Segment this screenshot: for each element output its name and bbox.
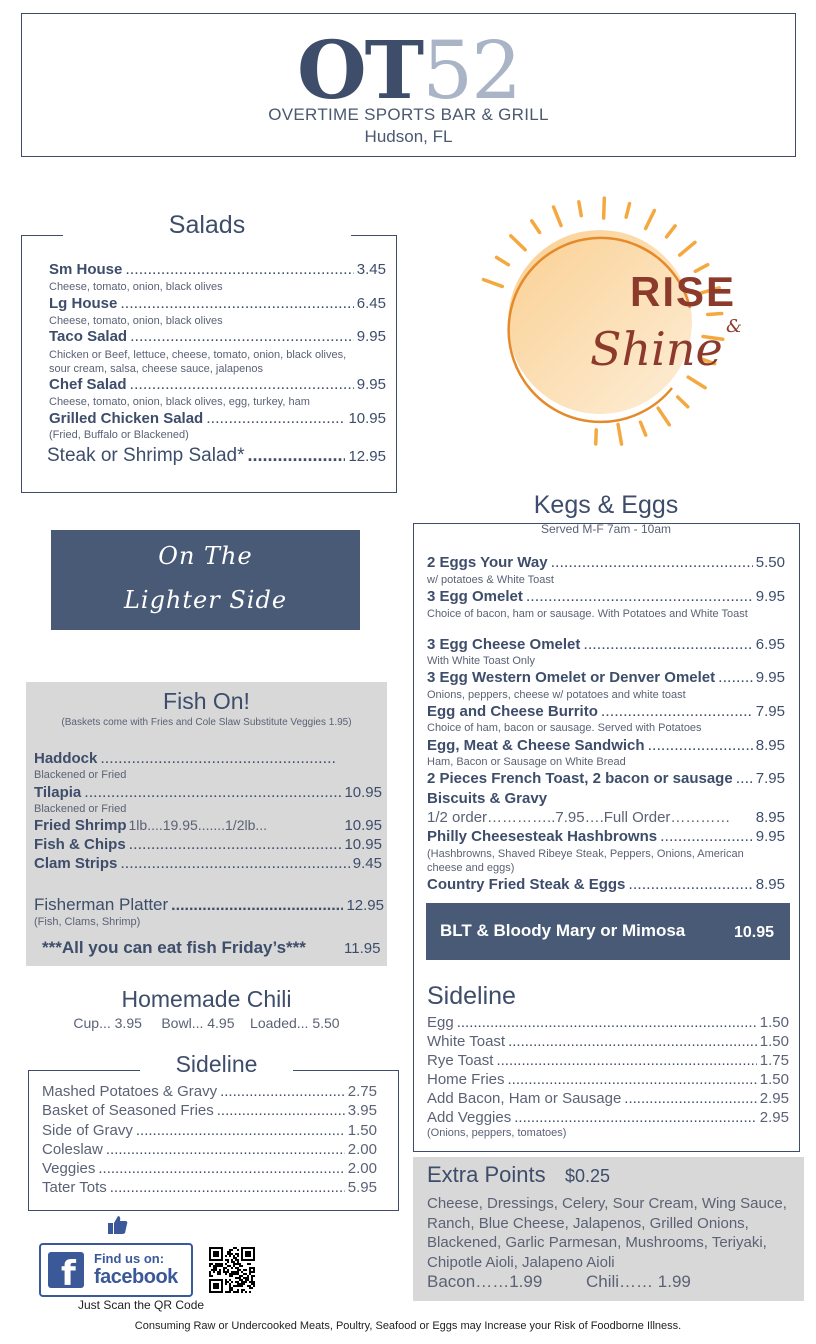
header-box [21,13,796,157]
menu-item: Philly Cheesesteak Hashbrowns ..... 9.95 [427,828,785,846]
extra-chili: Chili…… 1.99 [586,1272,691,1291]
chili-title: Homemade Chili [121,986,292,1012]
menu-item: Grilled Chicken Salad ..... 10.95 [49,410,386,428]
sun-icon [472,188,752,448]
salads-title: Salads [63,208,351,242]
facebook-icon: f [48,1252,84,1288]
fish-friday: ***All you can eat fish Friday’s*** [42,938,306,957]
blt-price: 10.95 [734,924,775,941]
menu-item: 1/2 order…………..7.95….Full Order………… 8.95 [427,809,785,826]
side-item: Egg ..... 1.50 [427,1014,789,1031]
side-item: Tater Tots ..... 5.95 [42,1179,377,1196]
item-description: Blackened or Fried [34,769,127,781]
blt-special-banner [426,903,790,960]
footer-disclaimer: Consuming Raw or Undercooked Meats, Poultry, Seafood or Eggs may Increase your Risk of Foodborne Illness. [134,1320,682,1332]
facebook-badge[interactable] [39,1243,193,1297]
restaurant-name: OVERTIME SPORTS BAR & GRILL [268,105,549,124]
fish-note: (Baskets come with Fries and Cole Slaw Substitute Veggies 1.95) [61,717,352,728]
kegs-eggs-title: Kegs & Eggs [462,488,750,522]
extra-points-list: Cheese, Dressings, Celery, Sour Cream, Wing Sauce, Ranch, Blue Cheese, Jalapenos, Grilled Onions, Blackened, Garlic Parmesan, Mushrooms, Teriyaki, Chipotle Aioli, Jalapeno Aioli [427,1195,787,1271]
item-description: Onions, peppers, cheese w/ potatoes and white toast [427,689,686,701]
side-item: Veggies ..... 2.00 [42,1160,377,1177]
item-description: w/ potatoes & White Toast [427,574,554,586]
menu-item: 3 Egg Western Omelet or Denver Omelet ..... 9.95 [427,669,785,687]
item-description: (Onions, peppers, tomatoes) [427,1127,567,1139]
sideline-right-title: Sideline [427,982,516,1010]
extra-points-title: Extra Points [427,1162,546,1187]
menu-item: Chef Salad ..... 9.95 [49,376,386,394]
menu-item: Biscuits & Gravy [427,790,548,807]
menu-item: 3 Egg Omelet ..... 9.95 [427,588,785,606]
shine-text: Shine [590,322,723,376]
menu-item: Tilapia ..... 10.95 [34,784,382,802]
menu-item: Fish & Chips ..... 10.95 [34,836,382,854]
menu-item: 2 Pieces French Toast, 2 bacon or sausage ..... 7.95 [427,770,785,788]
menu-item: Steak or Shrimp Salad* ..... 12.95 [47,445,386,467]
menu-item: Fried Shrimp 1lb....19.95.......1/2lb... 10.95 [34,817,382,834]
side-item: Coleslaw ..... 2.00 [42,1141,377,1158]
item-description: Choice of ham, bacon or sausage. Served with Potatoes [427,722,702,734]
side-item: Basket of Seasoned Fries ..... 3.95 [42,1102,377,1119]
menu-item: Clam Strips ..... 9.45 [34,855,382,873]
menu-item: 3 Egg Cheese Omelet ..... 6.95 [427,636,785,654]
menu-item: 2 Eggs Your Way ..... 5.50 [427,554,785,572]
item-description: Ham, Bacon or Sausage on White Bread [427,756,626,768]
rise-ampersand: & [726,316,743,337]
menu-item: Lg House ..... 6.45 [49,295,386,313]
kegs-eggs-hours: Served M-F 7am - 10am [540,522,672,536]
restaurant-location: Hudson, FL [364,127,453,146]
thumbs-up-icon [107,1215,129,1240]
item-description: (Hashbrowns, Shaved Ribeye Steak, Peppers, Onions, American cheese and eggs) [427,848,744,874]
item-description: Chicken or Beef, lettuce, cheese, tomato, onion, black olives, sour cream, salsa, cheese sauce, jalapenos [49,349,347,375]
side-item: Mashed Potatoes & Gravy ..... 2.75 [42,1083,377,1100]
item-description: Cheese, tomato, onion, black olives [49,281,223,293]
sideline-left-title: Sideline [140,1049,293,1079]
item-description: Cheese, tomato, onion, black olives [49,315,223,327]
fish-title: Fish On! [163,688,250,714]
lighter-line-1: On The [158,542,253,570]
facebook-find: Find us on: [94,1251,165,1266]
lighter-side-banner [51,530,360,630]
menu-item: Haddock ..... [34,750,340,768]
side-item: Add Veggies ..... 2.95 [427,1109,789,1126]
menu-item: Taco Salad ..... 9.95 [49,328,386,346]
rise-text: RISE [630,268,737,315]
qr-code-icon[interactable] [209,1247,255,1298]
side-item: Rye Toast ..... 1.75 [427,1052,789,1069]
item-description: (Fried, Buffalo or Blackened) [49,429,189,441]
side-item: Add Bacon, Ham or Sausage ..... 2.95 [427,1090,789,1107]
side-item: Side of Gravy ..... 1.50 [42,1122,377,1139]
menu-item: Sm House ..... 3.45 [49,261,386,279]
menu-item: Fisherman Platter ..... 12.95 [34,895,384,915]
item-description: Blackened or Fried [34,803,127,815]
side-item: Home Fries ..... 1.50 [427,1071,789,1088]
side-item: White Toast ..... 1.50 [427,1033,789,1050]
item-description: (Fish, Clams, Shrimp) [34,916,141,928]
scan-qr-text: Just Scan the QR Code [78,1298,205,1312]
lighter-line-2: Lighter Side [123,586,288,614]
menu-item: Country Fried Steak & Eggs ..... 8.95 [427,876,785,894]
facebook-brand: facebook [94,1266,178,1288]
menu-item: Egg, Meat & Cheese Sandwich ..... 8.95 [427,737,785,755]
chili-prices: Cup... 3.95 Bowl... 4.95 Loaded... 5.50 [73,1015,340,1031]
extra-points-price: $0.25 [565,1166,611,1186]
extra-bacon: Bacon……1.99 [427,1272,543,1291]
blt-name: BLT & Bloody Mary or Mimosa [440,921,686,940]
logo: OT52 [296,23,520,117]
menu-item: Egg and Cheese Burrito ..... 7.95 [427,703,785,721]
item-description: Cheese, tomato, onion, black olives, egg, turkey, ham [49,396,310,408]
item-description: With White Toast Only [427,655,535,667]
extra-points-panel [413,1157,804,1301]
fish-friday-price: 11.95 [344,940,381,957]
item-description: Choice of bacon, ham or sausage. With Potatoes and White Toast [427,608,748,620]
rise-and-shine-logo [472,188,752,448]
